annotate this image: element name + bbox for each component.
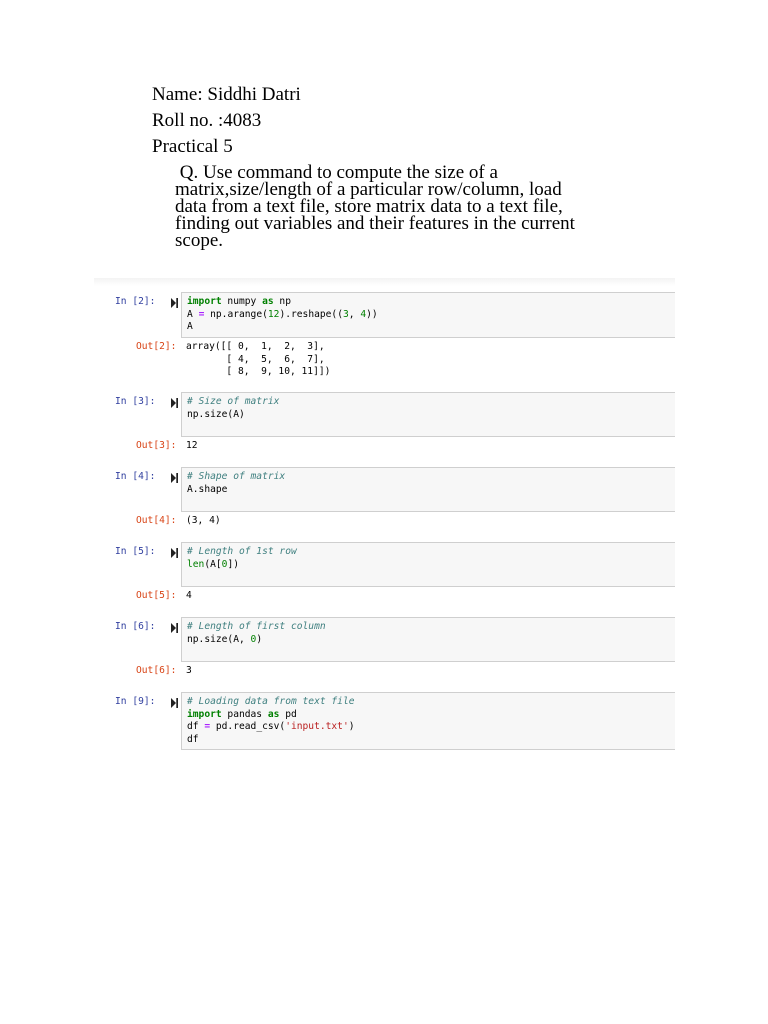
code-input-area[interactable] [181,392,675,437]
question-line: data from a text file, store matrix data to a text file, [175,196,563,217]
code-line: df = pd.read_csv('input.txt') [187,721,355,733]
output-line: 12 [186,440,198,451]
code-input-area[interactable] [181,467,675,512]
cell-output [186,341,330,379]
output-prompt: Out[6]: [136,665,177,676]
code-input-area[interactable] [181,292,675,338]
input-prompt: In [2]: [115,296,156,307]
question-text [175,164,645,249]
code-input-area[interactable] [181,617,675,662]
run-cell-icon[interactable] [171,398,178,408]
question-line: finding out variables and their features in the current [175,213,575,234]
run-cell-icon[interactable] [171,548,178,558]
output-prompt: Out[3]: [136,440,177,451]
run-cell-icon[interactable] [171,473,178,483]
question-line: scope. [175,230,224,251]
output-line: (3, 4) [186,515,221,526]
question-line: Q. Use command to compute the size of a [175,162,498,183]
notebook-screenshot [94,278,675,754]
output-prompt: Out[5]: [136,590,177,601]
code-line: np.size(A) [187,408,245,420]
code-line: len(A[0]) [187,558,239,570]
output-line: [ 8, 9, 10, 11]]) [186,366,331,378]
output-line: 4 [186,590,192,601]
cell-output [186,440,198,453]
run-cell-icon[interactable] [171,698,178,708]
code-line: df [187,733,199,745]
code-line: A [187,321,193,333]
question-line: matrix,size/length of a particular row/column, load [175,179,562,200]
input-prompt: In [4]: [115,471,156,482]
code-line: np.size(A, 0) [187,633,263,645]
code-input-area[interactable] [181,542,675,587]
code-line: A = np.arange(12).reshape((3, 4)) [187,308,378,320]
cell-output [186,590,192,603]
roll-number: Roll no. :4083 [152,110,262,131]
output-prompt: Out[4]: [136,515,177,526]
run-cell-icon[interactable] [171,298,178,308]
code-line: # Loading data from text file [187,696,355,707]
code-line: import pandas as pd [187,708,297,720]
code-line: A.shape [187,483,228,495]
input-prompt: In [6]: [115,621,156,632]
cell-output [186,665,192,678]
student-name: Name: Siddhi Datri [152,84,301,105]
input-prompt: In [3]: [115,396,156,407]
output-line: 3 [186,665,192,676]
output-line: array([[ 0, 1, 2, 3], [186,341,325,352]
code-line: # Length of first column [187,621,326,632]
input-prompt: In [9]: [115,696,156,707]
code-line: # Shape of matrix [187,471,286,482]
cell-output [186,515,221,528]
code-line: # Length of 1st row [187,546,297,557]
output-line: [ 4, 5, 6, 7], [186,353,325,365]
code-input-area[interactable] [181,692,675,750]
code-line: # Size of matrix [187,396,280,407]
run-cell-icon[interactable] [171,623,178,633]
output-prompt: Out[2]: [136,341,177,352]
practical-title: Practical 5 [152,136,233,157]
code-line: import numpy as np [187,296,291,307]
input-prompt: In [5]: [115,546,156,557]
notebook-top-edge [94,278,675,286]
